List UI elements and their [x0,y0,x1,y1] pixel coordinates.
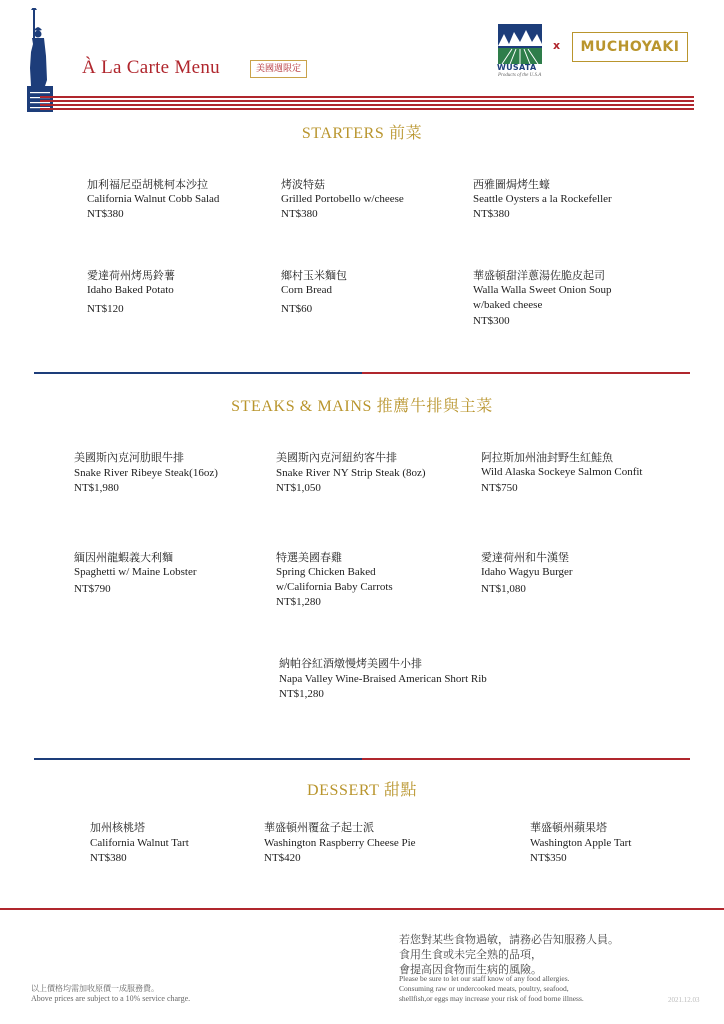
item-name-en: Corn Bread [281,284,333,296]
menu-item [279,656,487,702]
menu-date: 2021.12.03 [668,996,700,1004]
item-price: NT$380 [473,208,510,220]
item-price: NT$1,980 [74,482,119,494]
item-name-zh: 華盛頓州蘋果塔 [530,821,607,834]
notice-line: Please be sure to let our staff know of any food allergies. [399,974,570,983]
item-name-zh: 緬因州龍蝦義大利麵 [74,551,173,564]
notice-line: 會提高因食物而生病的風險。 [399,963,542,976]
menu-item [473,268,612,329]
item-price: NT$790 [74,583,111,595]
item-name-en: Napa Valley Wine-Braised American Short Rib [279,673,487,685]
wusata-tagline: Products of the U.S.A [498,73,542,78]
service-charge-note-zh: 以上價格均需加收原價一成服務費。 [31,984,159,993]
item-name-en: w/California Baby Carrots [276,581,393,593]
mains-title: STEAKS & MAINS 推薦牛排與主菜 [231,398,493,415]
item-price: NT$380 [281,208,318,220]
menu-item [530,820,631,866]
item-name-zh: 烤波特菇 [281,178,325,191]
notice-line: Consuming raw or undercooked meats, poultry, seafood, [399,984,569,993]
item-name-en: Spaghetti w/ Maine Lobster [74,566,197,578]
menu-item [87,268,175,317]
menu-item [264,820,416,866]
notice-line: shellfish,or eggs may increase your risk of food borne illness. [399,994,584,1003]
menu-item [74,450,218,496]
item-price: NT$420 [264,852,301,864]
item-name-zh: 鄉村玉米麵包 [281,269,347,282]
menu-title: À La Carte Menu [82,57,220,78]
item-name-en: Washington Apple Tart [530,837,632,849]
item-price: NT$380 [90,852,127,864]
item-price: NT$1,080 [481,583,526,595]
item-name-en: Spring Chicken Baked [276,566,376,578]
item-name-zh: 美國斯內克河肋眼牛排 [74,451,184,464]
item-name-en: Idaho Baked Potato [87,284,174,296]
muchoyaki-logo: MUCHOYAKI [572,32,688,62]
notice-line: 若您對某些食物過敏，請務必告知服務人員。 [399,933,619,946]
item-name-en: Snake River NY Strip Steak (8oz) [276,467,426,479]
item-price: NT$350 [530,852,567,864]
item-name-zh: 加利福尼亞胡桃柯本沙拉 [87,178,208,191]
item-price: NT$380 [87,208,124,220]
item-name-zh: 華盛頓州覆盆子起士派 [264,821,374,834]
item-name-en: California Walnut Tart [90,837,189,849]
item-name-zh: 特選美國春雞 [276,551,342,564]
item-name-en: Washington Raspberry Cheese Pie [264,837,416,849]
allergy-notice-en [399,974,584,1004]
item-name-zh: 西雅圖焗烤生蠔 [473,178,550,191]
menu-item [74,550,197,597]
item-name-en: Idaho Wagyu Burger [481,566,573,578]
menu-item [90,820,189,866]
header-stripes [40,96,694,112]
menu-item [276,450,426,496]
item-price: NT$1,280 [276,596,321,608]
item-name-en: Wild Alaska Sockeye Salmon Confit [481,466,643,478]
collab-x: x [553,39,561,52]
item-name-en: Walla Walla Sweet Onion Soup [473,284,612,296]
allergy-notice-zh [399,932,619,977]
us-week-badge: 美國週限定 [250,60,307,78]
dessert-title: DESSERT 甜點 [306,782,418,799]
item-name-en: w/baked cheese [473,299,543,311]
item-name-zh: 美國斯內克河紐約客牛排 [276,451,397,464]
menu-item [473,177,612,222]
footer-divider [0,908,724,910]
menu-item [87,177,219,222]
starters-title: STARTERS 前菜 [301,125,423,142]
item-price: NT$300 [473,315,510,327]
service-charge-note-en: Above prices are subject to a 10% service charge. [31,994,191,1003]
notice-line: 食用生食或未完全熟的品項， [399,948,542,961]
item-price: NT$750 [481,482,518,494]
item-name-en: Snake River Ribeye Steak(16oz) [74,467,218,479]
item-name-zh: 華盛頓甜洋蔥湯佐脆皮起司 [473,269,605,282]
item-name-zh: 納帕谷紅酒燉慢烤美國牛小排 [279,657,422,670]
item-name-zh: 愛達荷州和牛漢堡 [481,551,569,564]
item-name-en: Grilled Portobello w/cheese [281,193,404,205]
menu-item [281,268,347,317]
item-name-zh: 愛達荷州烤馬鈴薯 [87,269,175,282]
item-price: NT$60 [281,303,313,315]
menu-item [481,550,573,597]
item-name-en: Seattle Oysters a la Rockefeller [473,193,612,205]
item-name-zh: 加州核桃塔 [90,821,145,834]
menu-item [276,550,393,610]
item-name-en: California Walnut Cobb Salad [87,193,220,205]
section-divider [34,372,690,374]
wusata-logo-icon [498,24,542,64]
item-price: NT$120 [87,303,124,315]
menu-item [481,450,642,496]
wusata-name: WUSATA [497,63,537,72]
menu-item [281,177,404,222]
item-price: NT$1,280 [279,688,324,700]
section-divider [34,758,690,760]
item-name-zh: 阿拉斯加州油封野生紅鮭魚 [481,451,613,464]
item-price: NT$1,050 [276,482,321,494]
